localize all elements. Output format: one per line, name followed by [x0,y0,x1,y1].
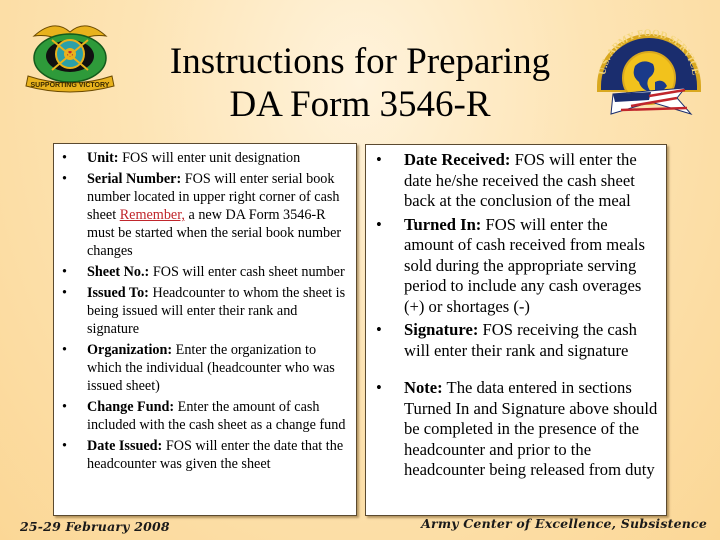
left-instructions-box [53,143,357,516]
instruction-label: Sheet No.: [87,264,150,280]
footer-organization: Army Center of Excellence, Subsistence [421,516,707,531]
right-instructions-box [365,144,667,516]
instruction-label: Serial Number: [87,171,182,187]
instruction-serial-number [60,170,350,260]
instruction-sheet-no [60,263,350,281]
remember-link[interactable]: Remember, [119,207,185,223]
instruction-label: Organization: [87,342,173,358]
bullet-icon: • [376,214,382,234]
page-title [110,40,610,126]
instruction-text: FOS will enter serial book number located in upper right corner of cash sheet [87,171,340,223]
bullet-icon: • [62,285,67,301]
instruction-text: FOS will enter cash sheet number [149,264,345,280]
instruction-text: FOS receiving the cash will enter their rank and signature [404,320,637,360]
instruction-signature [372,320,660,361]
instruction-text: The data entered in sections Turned In and Signature above should be completed in the presence of the headcounter and prior to the headcounter being released from duty [404,378,658,479]
instruction-unit [60,149,350,167]
instruction-label: Date Issued: [87,438,163,454]
instruction-turned-in [372,215,660,318]
instruction-text: Headcounter to whom the sheet is being issued will enter their rank and signature [87,285,346,337]
instruction-text: FOS will enter the date that the headcounter was given the sheet [87,438,344,472]
instruction-text: Enter the amount of cash included with the cash sheet as a change fund [87,399,346,433]
instruction-note [372,378,660,481]
instruction-date-issued [60,437,350,473]
title-line-1: Instructions for Preparing [169,41,551,82]
instruction-text: FOS will enter the date he/she received the cash sheet back at the conclusion of the meal [404,150,637,210]
instruction-label: Note: [404,378,443,397]
instruction-text: Enter the organization to which the individual (headcounter who was issued sheet) [87,342,335,394]
instruction-label: Unit: [87,150,119,166]
instruction-text-after: a new DA Form 3546-R must be started when the serial book number changes [87,207,342,259]
instruction-organization [60,341,350,395]
bullet-icon: • [376,150,382,169]
instruction-text: FOS will enter unit designation [118,150,301,166]
bullet-icon: • [62,438,67,454]
svg-text:SUPPORTING VICTORY: SUPPORTING VICTORY [30,82,110,89]
instruction-text: FOS will enter the amount of cash received from meals sold during the appropriate serving period to include any cash overages (+) or shortages (-) [404,214,645,316]
instruction-issued-to [60,284,350,338]
bullet-icon: • [62,342,67,358]
footer-date: 25-29 February 2008 [20,519,170,534]
bullet-icon: • [62,171,67,187]
instruction-label: Turned In: [404,214,482,234]
instruction-label: Signature: [404,320,479,339]
svg-text:U.S. ARMY FOOD SERVICE: U.S. ARMY FOOD SERVICE [597,27,701,76]
left-instruction-list [60,149,350,473]
right-instruction-list [372,150,660,481]
instruction-label: Date Received: [404,150,511,169]
bullet-icon: • [62,399,67,415]
title-line-2: DA Form 3546-R [229,84,491,125]
instruction-change-fund [60,398,350,434]
bullet-icon: • [376,378,382,397]
instruction-label: Change Fund: [87,399,175,415]
instruction-date-received [372,150,660,212]
instruction-label: Issued To: [87,285,149,301]
bullet-icon: • [376,320,382,339]
bullet-icon: • [62,264,67,280]
bullet-icon: • [62,150,67,166]
